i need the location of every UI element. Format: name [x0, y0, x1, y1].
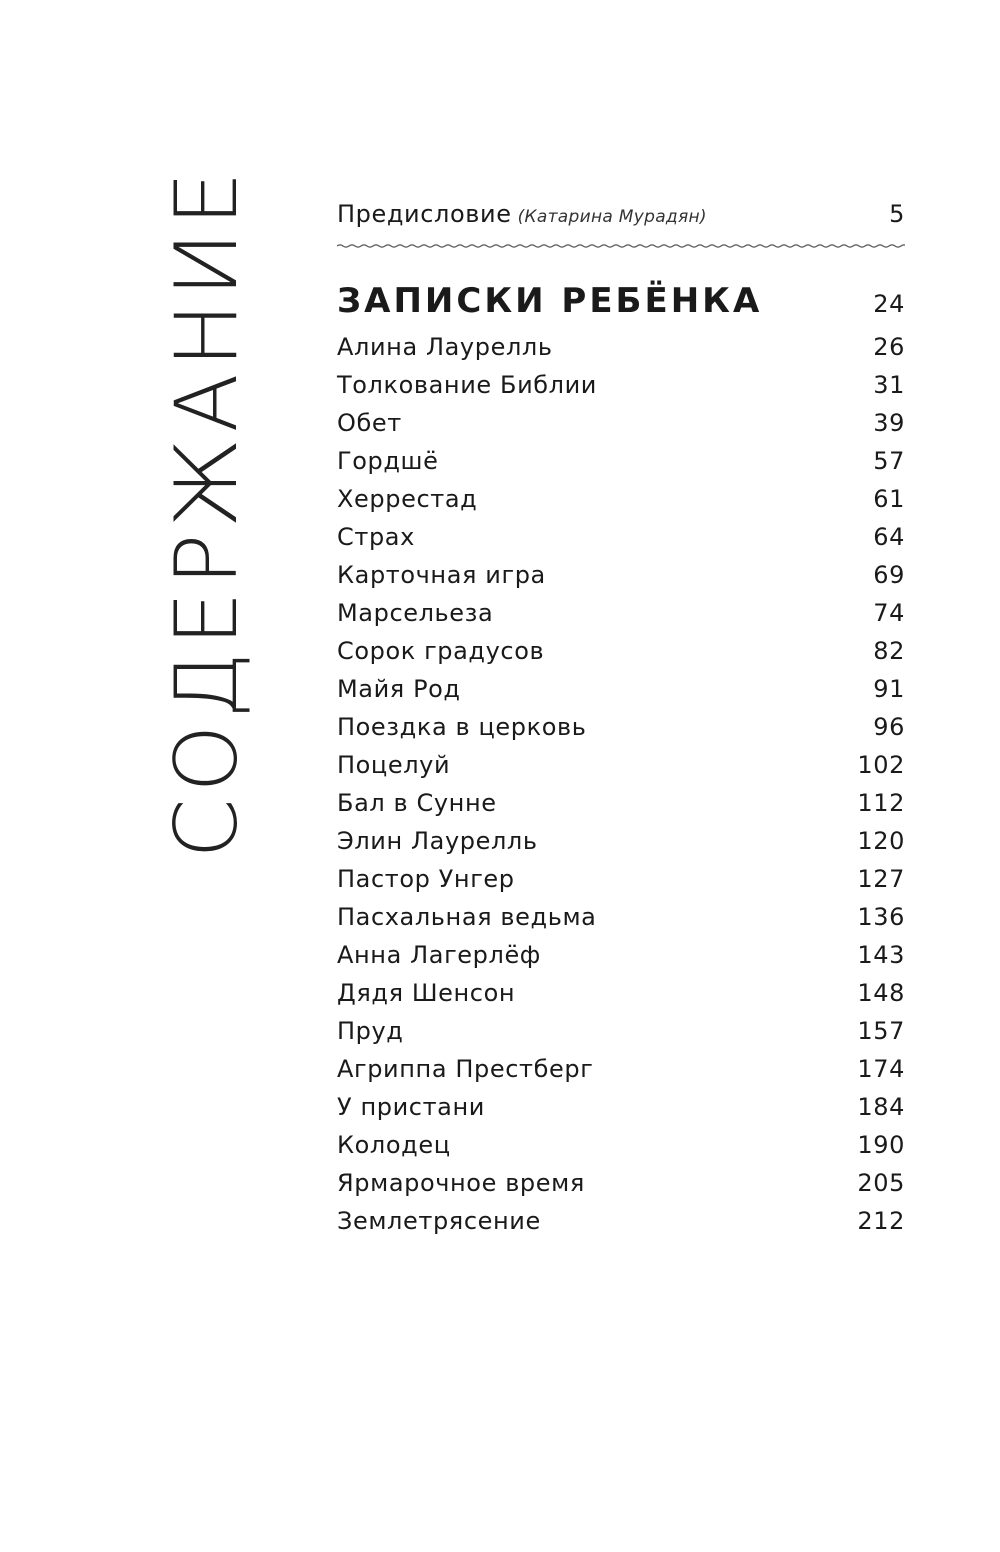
- entry-title: Пруд: [337, 1017, 404, 1045]
- toc-entry[interactable]: [337, 480, 905, 518]
- entry-title: Обет: [337, 409, 402, 437]
- entry-title: Гордшё: [337, 447, 439, 475]
- toc-entry[interactable]: [337, 594, 905, 632]
- table-of-contents: [337, 196, 905, 1240]
- toc-entry[interactable]: [337, 708, 905, 746]
- toc-entry[interactable]: [337, 1202, 905, 1240]
- entry-page-number: 143: [857, 941, 905, 969]
- wavy-divider: [337, 238, 905, 254]
- entry-page-number: 69: [873, 561, 905, 589]
- entry-title: Сорок градусов: [337, 637, 545, 665]
- toc-entry[interactable]: [337, 746, 905, 784]
- entry-title: Страх: [337, 523, 415, 551]
- toc-entry[interactable]: [337, 366, 905, 404]
- entry-page-number: 57: [873, 447, 905, 475]
- toc-entry[interactable]: [337, 404, 905, 442]
- section-title: ЗАПИСКИ РЕБЁНКА: [337, 281, 763, 321]
- entry-page-number: 39: [873, 409, 905, 437]
- entry-title: Поцелуй: [337, 751, 451, 779]
- entry-page-number: 120: [857, 827, 905, 855]
- entry-title: Херрестад: [337, 485, 478, 513]
- heading-text: СОДЕРЖАНИЕ: [157, 165, 257, 859]
- toc-entry[interactable]: [337, 1126, 905, 1164]
- toc-entry[interactable]: [337, 556, 905, 594]
- toc-entry[interactable]: [337, 518, 905, 556]
- entry-page-number: 157: [857, 1017, 905, 1045]
- entry-title: У пристани: [337, 1093, 485, 1121]
- entry-page-number: 190: [857, 1131, 905, 1159]
- entry-page-number: 148: [857, 979, 905, 1007]
- toc-entry[interactable]: [337, 1088, 905, 1126]
- toc-entry[interactable]: [337, 1012, 905, 1050]
- entry-title: Элин Лаурелль: [337, 827, 538, 855]
- toc-entry[interactable]: [337, 632, 905, 670]
- toc-entry[interactable]: [337, 822, 905, 860]
- entry-page-number: 184: [857, 1093, 905, 1121]
- entry-page-number: 136: [857, 903, 905, 931]
- toc-entries: [337, 328, 905, 1240]
- toc-entry[interactable]: [337, 860, 905, 898]
- preface-author: (Катарина Мурадян): [517, 207, 707, 227]
- entry-title: Колодец: [337, 1131, 451, 1159]
- entry-page-number: 127: [857, 865, 905, 893]
- entry-title: Анна Лагерлёф: [337, 941, 541, 969]
- toc-entry[interactable]: [337, 328, 905, 366]
- toc-entry[interactable]: [337, 936, 905, 974]
- entry-page-number: 26: [873, 333, 905, 361]
- toc-entry-preface[interactable]: [337, 196, 905, 232]
- preface-title-group: [337, 196, 707, 235]
- entry-page-number: 96: [873, 713, 905, 741]
- preface-title: Предисловие: [337, 200, 512, 228]
- entry-title: Майя Род: [337, 675, 461, 703]
- entry-page-number: 102: [857, 751, 905, 779]
- preface-page-number: 5: [889, 200, 905, 228]
- section-page-number: 24: [873, 290, 905, 318]
- entry-title: Карточная игра: [337, 561, 546, 589]
- entry-title: Агриппа Престберг: [337, 1055, 594, 1083]
- entry-page-number: 82: [873, 637, 905, 665]
- entry-page-number: 91: [873, 675, 905, 703]
- entry-title: Марсельеза: [337, 599, 494, 627]
- entry-page-number: 212: [857, 1207, 905, 1235]
- entry-title: Бал в Сунне: [337, 789, 497, 817]
- entry-page-number: 64: [873, 523, 905, 551]
- entry-title: Пастор Унгер: [337, 865, 515, 893]
- toc-section-heading[interactable]: [337, 278, 905, 324]
- entry-page-number: 174: [857, 1055, 905, 1083]
- entry-page-number: 74: [873, 599, 905, 627]
- toc-entry[interactable]: [337, 784, 905, 822]
- entry-title: Ярмарочное время: [337, 1169, 585, 1197]
- entry-title: Алина Лаурелль: [337, 333, 553, 361]
- toc-entry[interactable]: [337, 1050, 905, 1088]
- entry-page-number: 61: [873, 485, 905, 513]
- toc-entry[interactable]: [337, 974, 905, 1012]
- toc-entry[interactable]: [337, 1164, 905, 1202]
- entry-page-number: 112: [857, 789, 905, 817]
- toc-entry[interactable]: [337, 898, 905, 936]
- entry-title: Дядя Шенсон: [337, 979, 516, 1007]
- entry-title: Поездка в церковь: [337, 713, 587, 741]
- entry-page-number: 205: [857, 1169, 905, 1197]
- toc-entry[interactable]: [337, 442, 905, 480]
- entry-title: Толкование Библии: [337, 371, 597, 399]
- toc-entry[interactable]: [337, 670, 905, 708]
- entry-title: Пасхальная ведьма: [337, 903, 597, 931]
- entry-title: Землетрясение: [337, 1207, 541, 1235]
- entry-page-number: 31: [873, 371, 905, 399]
